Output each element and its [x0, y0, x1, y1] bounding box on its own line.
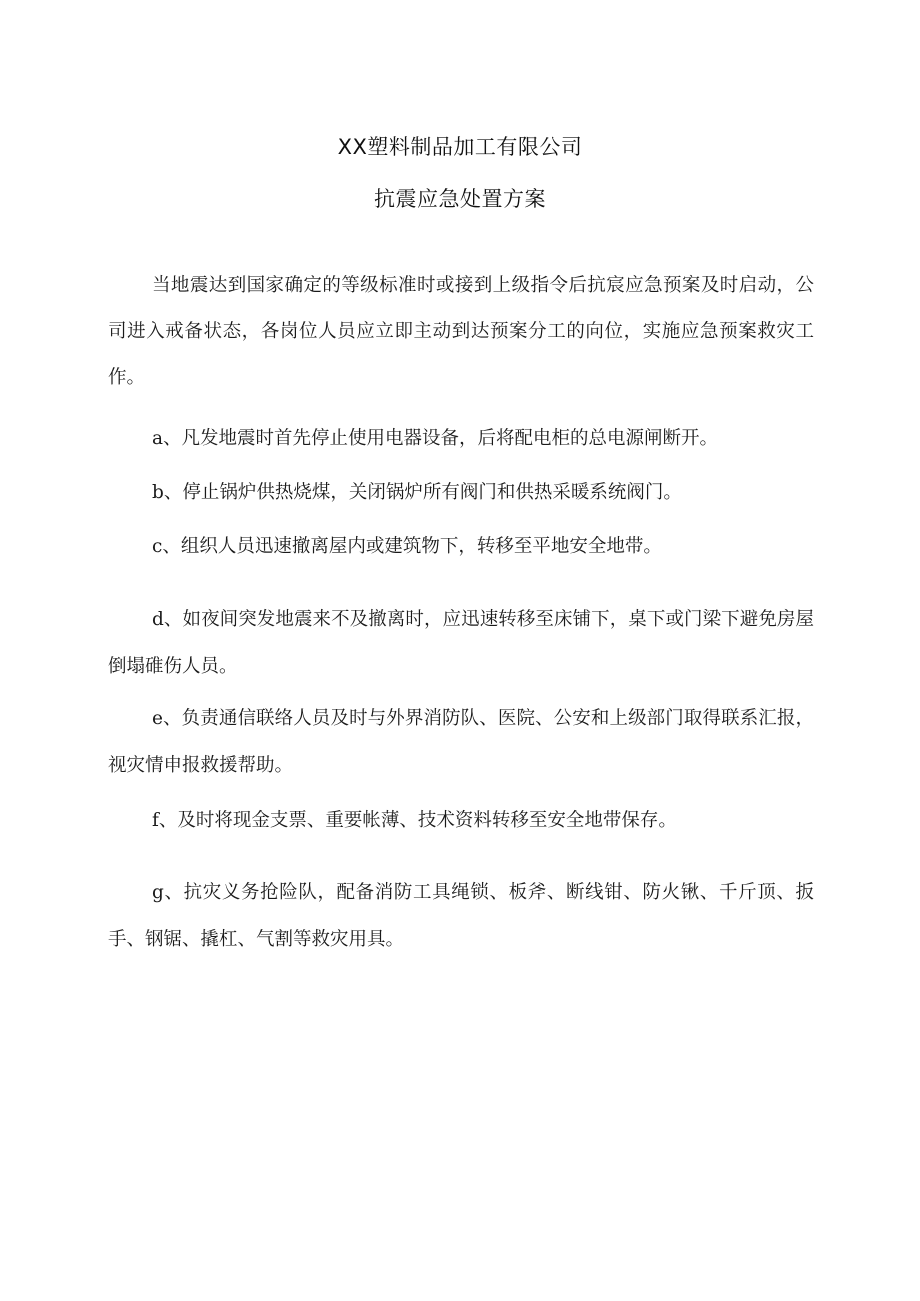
measure-item-e: e、负责通信联络人员及时与外界消防队、医院、公安和上级部门取得联系汇报，视灾情申报救援帮助。 [108, 708, 814, 776]
company-title: XX塑料制品加工有限公司 [337, 135, 583, 159]
measure-item-c: c、组织人员迅速撤离屋内或建筑物下，转移至平地安全地带。 [152, 536, 662, 557]
measure-item-g: g、抗灾义务抢险队，配备消防工具绳锁、板斧、断线钳、防火锹、千斤顶、扳手、钢锯、撬杠、气割等救灾用具。 [108, 882, 814, 950]
measure-item-b: b、停止锅炉供热烧煤，关闭锅炉所有阀门和供热采暖系统阀门。 [152, 482, 682, 503]
measure-item-a: a、凡发地震时首先停止使用电器设备，后将配电柜的总电源闸断开。 [152, 428, 719, 449]
measure-item-f: f、及时将现金支票、重要帐薄、技术资料转移至安全地带保存。 [152, 810, 677, 831]
measure-item-d: d、如夜间突发地震来不及撤离时，应迅速转移至床铺下，桌下或门梁下避免房屋倒塌碓伤人员。 [108, 609, 814, 677]
intro-paragraph: 当地震达到国家确定的等级标准时或接到上级指令后抗宸应急预案及时启动，公司进入戒备状态，各岗位人员应立即主动到达预案分工的向位，实施应急预案救灾工作。 [108, 275, 814, 388]
plan-title: 抗震应急处置方案 [374, 187, 546, 211]
